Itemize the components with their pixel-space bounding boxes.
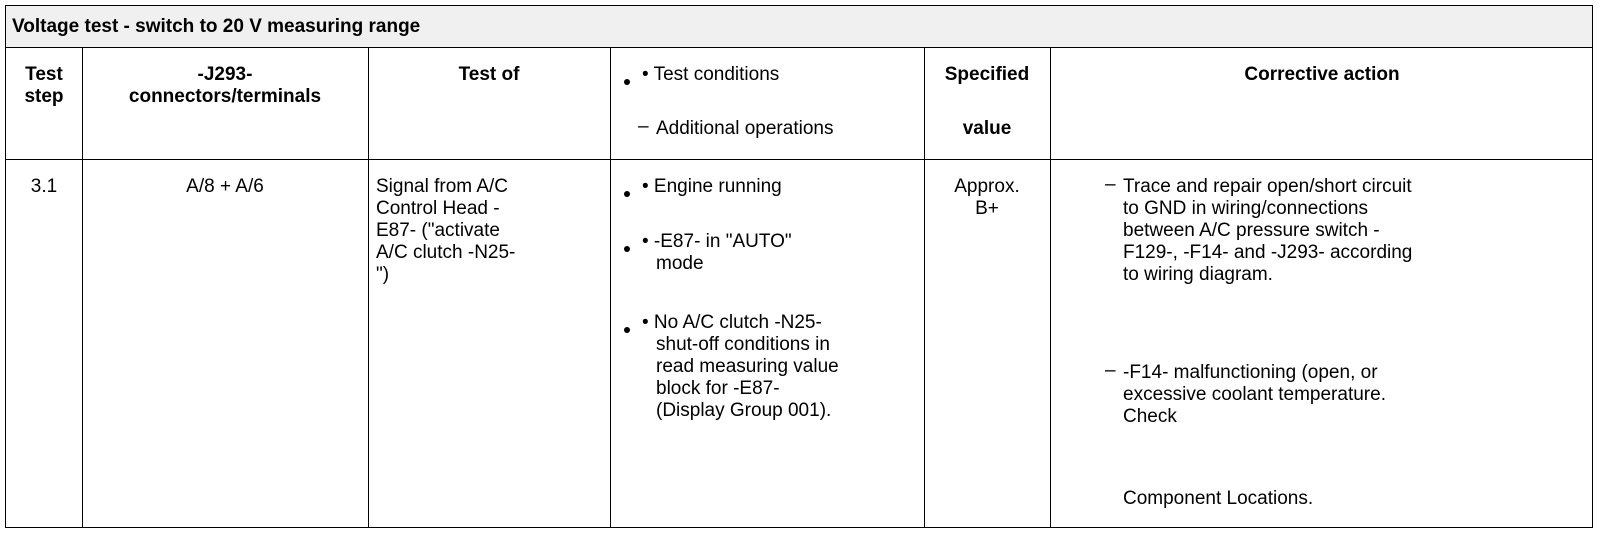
header-specified: Specified (944, 64, 1030, 85)
header-line: connectors/terminals (128, 86, 322, 107)
voltage-test-table (5, 5, 1593, 528)
text-line: block for -E87- (656, 378, 780, 399)
terminals-value: A/8 + A/6 (186, 176, 264, 197)
text-line: excessive coolant temperature. (1123, 384, 1386, 405)
text-line: B+ (975, 198, 999, 219)
specified-value (924, 176, 1050, 220)
component-locations-link[interactable]: Component Locations. (1123, 488, 1314, 509)
column-divider (610, 48, 611, 527)
condition-item (642, 312, 839, 422)
bullet-icon (624, 191, 630, 197)
text-line: A/C clutch -N25- (376, 242, 516, 263)
text-line: Control Head - (376, 198, 500, 219)
header-corrective-action: Corrective action (1244, 64, 1400, 85)
bullet-icon (624, 246, 630, 252)
text-line: mode (656, 253, 704, 274)
text-line: between A/C pressure switch - (1123, 220, 1380, 241)
text-line: • -E87- in "AUTO" (642, 231, 792, 252)
text-line: to wiring diagram. (1123, 264, 1273, 285)
text-line: read measuring value (656, 356, 839, 377)
corrective-item (1123, 176, 1412, 286)
header-test-conditions: • Test conditions (642, 64, 780, 85)
test-step-value: 3.1 (30, 176, 58, 197)
header-test-step (6, 64, 82, 108)
condition-item (642, 176, 782, 198)
header-additional-operations: Additional operations (656, 118, 834, 139)
text-line: shut-off conditions in (656, 334, 830, 355)
column-divider (368, 48, 369, 527)
header-line: Test (25, 64, 63, 85)
condition-item (642, 231, 792, 275)
bullet-icon (624, 79, 630, 85)
header-connectors (82, 64, 368, 108)
text-line: to GND in wiring/connections (1123, 198, 1368, 219)
header-value: value (962, 118, 1012, 139)
text-line: (Display Group 001). (656, 400, 832, 421)
row-divider (6, 159, 1592, 160)
header-line: -J293- (197, 64, 253, 85)
header-line: step (24, 86, 64, 107)
column-divider (1050, 48, 1051, 527)
test-of-value (376, 176, 515, 286)
text-line: • No A/C clutch -N25- (642, 312, 822, 333)
dash-icon: – (1105, 174, 1116, 195)
header-test-of: Test of (458, 64, 520, 85)
text-line: • Engine running (642, 176, 782, 197)
dash-icon: – (1105, 360, 1116, 381)
text-line: Trace and repair open/short circuit (1123, 176, 1412, 197)
corrective-item (1123, 362, 1386, 428)
text-line: ") (376, 264, 390, 285)
text-line: E87- ("activate (376, 220, 500, 241)
bullet-icon (624, 327, 630, 333)
text-line: Approx. (954, 176, 1020, 197)
column-divider (82, 48, 83, 527)
text-line: -F14- malfunctioning (open, or (1123, 362, 1378, 383)
table-title: Voltage test - switch to 20 V measuring range (6, 6, 1592, 48)
text-line: F129-, -F14- and -J293- according (1123, 242, 1413, 263)
dash-icon: – (638, 116, 649, 137)
text-line: Signal from A/C (376, 176, 508, 197)
text-line: Check (1123, 406, 1177, 427)
